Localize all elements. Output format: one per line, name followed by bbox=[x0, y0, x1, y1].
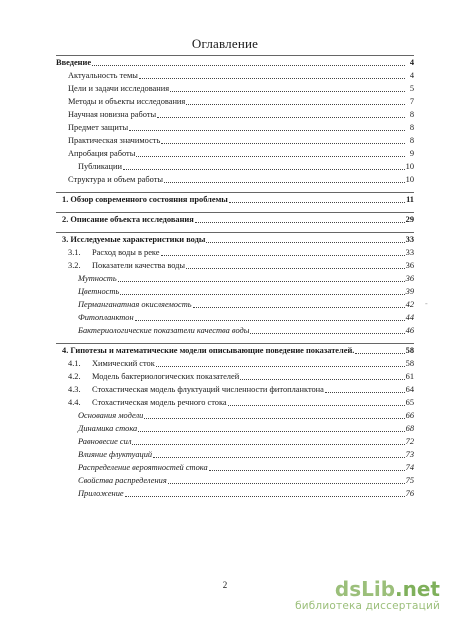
toc-leader bbox=[92, 56, 405, 66]
toc-entry bbox=[56, 246, 414, 259]
toc-entry-label: Динамика стока bbox=[78, 424, 138, 433]
toc-entry bbox=[56, 409, 414, 422]
toc-leader bbox=[161, 246, 405, 256]
toc-entry-text: Химический сток bbox=[92, 359, 155, 368]
toc-leader bbox=[120, 285, 404, 295]
toc-leader bbox=[195, 213, 405, 223]
toc-entry bbox=[56, 272, 414, 285]
toc-entry-page: 61 bbox=[405, 372, 414, 381]
toc-leader bbox=[161, 134, 405, 144]
toc-leader bbox=[229, 193, 405, 203]
toc-entry-label: Научная новизна работы bbox=[68, 110, 157, 119]
toc-entry-number: 3.2. bbox=[68, 261, 81, 270]
toc-entry bbox=[56, 121, 414, 134]
toc-entry bbox=[56, 298, 414, 311]
watermark bbox=[295, 579, 440, 612]
toc-entry-page: 4 bbox=[409, 71, 414, 80]
toc-entry-label: Практическая значимость bbox=[68, 136, 161, 145]
toc-entry-page: 29 bbox=[405, 215, 414, 224]
toc-entry-page: 58 bbox=[405, 359, 414, 368]
toc-entry-page: 9 bbox=[409, 149, 414, 158]
toc-entry bbox=[56, 448, 414, 461]
toc-entry-page: 8 bbox=[409, 123, 414, 132]
toc-entry-label bbox=[68, 383, 324, 396]
toc-leader bbox=[125, 487, 405, 497]
toc-entry bbox=[56, 134, 414, 147]
toc-entry-label: Бактериологические показатели качества воды bbox=[78, 326, 250, 335]
toc-entry bbox=[56, 192, 414, 206]
toc-entry bbox=[56, 212, 414, 226]
toc-entry bbox=[56, 324, 414, 337]
toc-entry-label: Предмет защиты bbox=[68, 123, 129, 132]
toc-entry-label: Приложение bbox=[78, 489, 124, 498]
toc-entry-page: 36 bbox=[405, 274, 414, 283]
page-title: Оглавление bbox=[191, 36, 259, 51]
toc-entry-label: Апробация работы bbox=[68, 149, 136, 158]
toc-entry-label bbox=[68, 370, 239, 383]
toc-entry bbox=[56, 422, 414, 435]
toc-entry-label bbox=[68, 357, 155, 370]
toc-entry-page: 10 bbox=[405, 175, 414, 184]
toc-entry-page: 44 bbox=[405, 313, 414, 322]
toc-entry bbox=[56, 285, 414, 298]
toc-leader bbox=[118, 272, 405, 282]
toc-entry-label: Структура и объем работы bbox=[68, 175, 163, 184]
toc-entry-label: Распределение вероятностей стока bbox=[78, 463, 208, 472]
toc-entry bbox=[56, 343, 414, 357]
toc-entry-page: 39 bbox=[405, 287, 414, 296]
toc-entry-page: 76 bbox=[405, 489, 414, 498]
toc-entry-page: 75 bbox=[405, 476, 414, 485]
toc-entry-label: 3. Исследуемые характеристики воды bbox=[62, 235, 206, 244]
toc-entry bbox=[56, 487, 414, 500]
toc-leader bbox=[170, 82, 405, 92]
toc-entry-label: 4. Гипотезы и математические модели описывающие поведение показателей. bbox=[62, 346, 355, 355]
toc-entry-text: Стохастическая модель речного стока bbox=[92, 398, 227, 407]
toc-entry-label: Введение bbox=[56, 58, 92, 67]
toc-entry-text: Модель бактериологических показателей bbox=[92, 372, 240, 381]
toc-leader bbox=[136, 147, 405, 157]
toc-entry bbox=[56, 232, 414, 246]
toc-leader bbox=[139, 69, 405, 79]
toc-entry bbox=[56, 311, 414, 324]
toc-entry bbox=[56, 147, 414, 160]
toc-entry-label: Фитопланктон bbox=[78, 313, 134, 322]
watermark-logo: dsLib.net bbox=[334, 577, 440, 601]
toc-entry bbox=[56, 69, 414, 82]
toc-entry-label: Влияние флуктуаций bbox=[78, 450, 153, 459]
toc-leader bbox=[135, 311, 405, 321]
toc-entry bbox=[56, 435, 414, 448]
toc-entry-number: 4.3. bbox=[68, 385, 81, 394]
toc-entry-page: 73 bbox=[405, 450, 414, 459]
toc-entry-page: 10 bbox=[405, 162, 414, 171]
toc-leader bbox=[355, 344, 404, 354]
toc-entry bbox=[56, 357, 414, 370]
toc-entry-page: 8 bbox=[409, 110, 414, 119]
toc-entry-number: 3.1. bbox=[68, 248, 81, 257]
table-of-contents bbox=[56, 55, 414, 500]
page-number: 2 bbox=[222, 580, 228, 590]
toc-entry-page: 8 bbox=[409, 136, 414, 145]
toc-leader bbox=[157, 108, 405, 118]
toc-leader bbox=[186, 95, 405, 105]
toc-entry bbox=[56, 95, 414, 108]
toc-entry-page: 7 bbox=[409, 97, 414, 106]
toc-leader bbox=[206, 233, 404, 243]
toc-leader bbox=[129, 121, 405, 131]
toc-entry-page: 58 bbox=[405, 346, 414, 355]
toc-entry-label: Основания модели bbox=[78, 411, 144, 420]
toc-entry-page: 42 bbox=[405, 300, 414, 309]
toc-entry-page: 66 bbox=[405, 411, 414, 420]
toc-entry-page: 36 bbox=[405, 261, 414, 270]
toc-leader bbox=[168, 474, 405, 484]
toc-leader bbox=[156, 357, 405, 367]
toc-entry bbox=[56, 55, 414, 69]
toc-entry-label: Перманганатная окисляемость bbox=[78, 300, 192, 309]
toc-entry-text: Показатели качества воды bbox=[92, 261, 186, 270]
toc-entry-page: 4 bbox=[409, 58, 414, 67]
toc-leader bbox=[138, 422, 404, 432]
toc-entry-label: Цели и задачи исследования bbox=[68, 84, 170, 93]
toc-entry-label: Актуальность темы bbox=[68, 71, 138, 80]
toc-leader bbox=[164, 173, 405, 183]
toc-entry bbox=[56, 461, 414, 474]
toc-entry-label: 2. Описание объекта исследования bbox=[62, 215, 194, 224]
toc-entry bbox=[56, 383, 414, 396]
toc-entry-text: Стохастическая модель флуктуаций численности фитопланктона bbox=[92, 385, 324, 394]
toc-leader bbox=[132, 435, 404, 445]
toc-entry bbox=[56, 396, 414, 409]
toc-entry-label bbox=[68, 259, 185, 272]
toc-entry-number: 4.1. bbox=[68, 359, 81, 368]
toc-entry-page: 33 bbox=[405, 235, 414, 244]
toc-entry-label: Свойства распределения bbox=[78, 476, 167, 485]
toc-entry-label: Публикации bbox=[78, 162, 122, 171]
toc-entry-text: Расход воды в реке bbox=[92, 248, 160, 257]
toc-entry-page: 65 bbox=[405, 398, 414, 407]
toc-entry-label bbox=[68, 246, 160, 259]
toc-entry-page: 72 bbox=[405, 437, 414, 446]
toc-leader bbox=[240, 370, 404, 380]
toc-entry bbox=[56, 160, 414, 173]
watermark-caption: библиотека диссертаций bbox=[295, 600, 440, 612]
toc-entry-number: 4.2. bbox=[68, 372, 81, 381]
toc-entry-label: Цветность bbox=[78, 287, 120, 296]
toc-leader bbox=[193, 298, 405, 308]
toc-entry bbox=[56, 82, 414, 95]
toc-leader bbox=[123, 160, 405, 170]
toc-entry-page: 5 bbox=[409, 84, 414, 93]
toc-entry-label: Мутность bbox=[78, 274, 117, 283]
toc-entry bbox=[56, 108, 414, 121]
toc-entry bbox=[56, 474, 414, 487]
toc-entry-number: 4.4. bbox=[68, 398, 81, 407]
toc-entry-page: 64 bbox=[405, 385, 414, 394]
toc-entry-label: 1. Обзор современного состояния проблемы bbox=[62, 195, 228, 204]
toc-entry bbox=[56, 259, 414, 272]
toc-entry-label: Методы и объекты исследования bbox=[68, 97, 186, 106]
toc-entry-label: Равновесие сил bbox=[78, 437, 132, 446]
toc-entry bbox=[56, 370, 414, 383]
toc-entry-page: 68 bbox=[405, 424, 414, 433]
toc-leader bbox=[228, 396, 405, 406]
toc-entry-page: 46 bbox=[405, 326, 414, 335]
toc-leader bbox=[209, 461, 405, 471]
toc-entry-label bbox=[68, 396, 227, 409]
toc-leader bbox=[144, 409, 404, 419]
toc-entry bbox=[56, 173, 414, 186]
toc-leader bbox=[186, 259, 405, 269]
toc-entry-page: 74 bbox=[405, 463, 414, 472]
toc-leader bbox=[250, 324, 404, 334]
margin-mark: - bbox=[425, 299, 428, 308]
toc-leader bbox=[153, 448, 405, 458]
toc-leader bbox=[325, 383, 405, 393]
toc-entry-page: 11 bbox=[406, 195, 414, 204]
toc-entry-page: 33 bbox=[405, 248, 414, 257]
